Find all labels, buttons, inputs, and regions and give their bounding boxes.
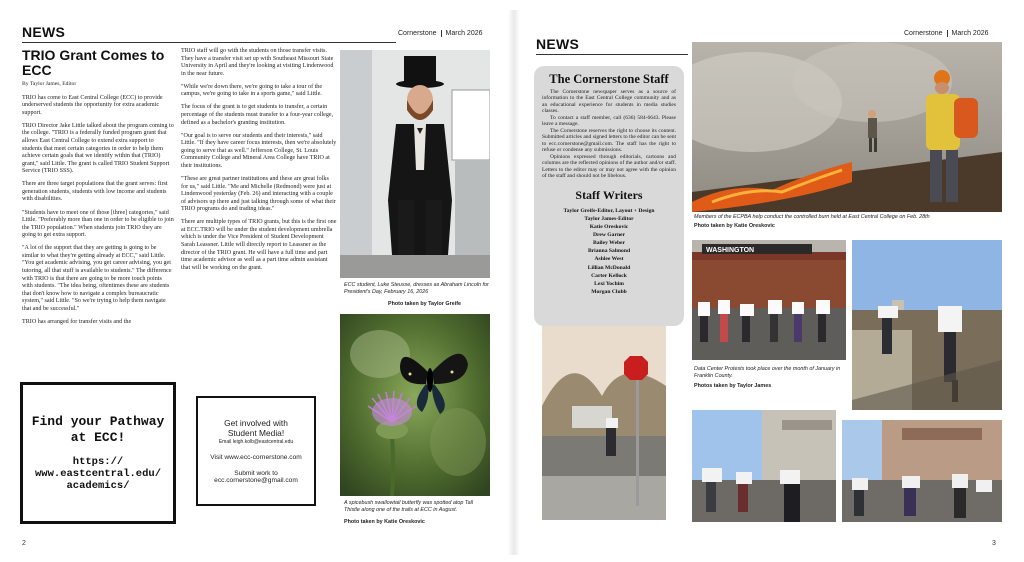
burn-photo	[692, 42, 1002, 212]
media-title-2: Student Media!	[227, 428, 285, 438]
writer-name: Morgan Clubb	[591, 288, 627, 295]
butterfly-image	[340, 314, 490, 496]
paragraph: TRIO has come to East Central College (ECC) to provide underserved students the opportunity for extra academic support.	[22, 94, 163, 116]
article-byline: By Taylor James, Editor	[22, 80, 77, 87]
right-page	[522, 14, 1018, 554]
paragraph: There are three target populations that the grant serves: first generation students, students with low income and students with disabilities.	[22, 181, 168, 203]
lincoln-photo	[340, 50, 490, 278]
staff-info	[542, 89, 676, 180]
protest-photo-2	[852, 240, 1002, 410]
writers-title: Staff Writers	[575, 187, 643, 202]
page-number: 3	[992, 540, 996, 547]
masthead-paper: Cornerstone	[904, 30, 943, 37]
paragraph: "Our goal is to serve our students and their interests," said Little. "If they have career focus interests, then we're absolutely going to serve that as well." Jefferson College, St. Louis Community College and Mineral Area College have TRIO at their institutions.	[181, 132, 337, 169]
pathway-heading: Find your Pathway at ECC!	[31, 413, 165, 445]
lincoln-credit: Photo taken by Taylor Greife	[388, 301, 461, 307]
article-column-2	[181, 48, 337, 278]
masthead-paper: Cornerstone	[398, 30, 437, 37]
section-heading: NEWS	[536, 36, 580, 52]
lincoln-image	[340, 50, 490, 278]
protest-photo-1	[692, 240, 846, 360]
butterfly-caption: A spicebush swallowtail butterfly was spotted atop Tall Thistle along one of the trails at ECC in August.	[344, 500, 474, 513]
writer-name: Lillian McDonald	[587, 264, 631, 271]
paragraph: "While we're down there, we're going to take a tour of the campus, we're going to take in a sports game," said Little.	[181, 83, 323, 98]
paragraph: TRIO Director Jake Little talked about the program coming to the college. "TRIO is a federally funded program grant that allows East Central College to extend extra support to students that meet certain categories in order to help them achieve certain goals that we identify within that (TRIO) grant," said Little. The grant is called TRIO Student Support Service (TRIO SSS).	[22, 122, 174, 175]
stop-sign-photo	[542, 326, 666, 520]
staff-paragraph: The Cornerstone reserves the right to choose its content. Submitted articles and signed letters to the editor can be sent to ecc.cornerstone@gmail.com. The staff has the right to refuse or condense any submissions.	[542, 127, 676, 154]
stop-sign-image	[542, 326, 666, 520]
media-title-1: Get involved with	[224, 417, 288, 428]
writer-name: Taylor Greife-Editor, Layout + Design	[563, 207, 655, 214]
media-visit: Visit www.ecc-cornerstone.com	[210, 454, 302, 462]
burn-caption: Members of the ECPBA help conduct the controlled burn held at East Central College on Feb. 28th	[694, 214, 930, 220]
paragraph: TRIO has arranged for transfer visits and the	[22, 318, 132, 325]
heading-rule	[536, 54, 688, 55]
writer-name: Bailey Weber	[592, 240, 626, 247]
protest-caption: Data Center Protests took place over the month of January in Franklin County.	[694, 366, 841, 379]
staff-title: The Cornerstone Staff	[549, 72, 669, 86]
heading-rule	[22, 42, 396, 43]
pathway-url-2: www.eastcentral.edu/	[34, 468, 162, 481]
protest-photo-3	[692, 410, 836, 522]
staff-paragraph: The Cornerstone newspaper serves as a source of information to the East Central College community and as an educational experience for students in media studies classes.	[542, 89, 676, 115]
pathway-url-1: https://	[72, 456, 124, 469]
section-heading: NEWS	[22, 24, 66, 40]
paragraph: TRIO staff will go with the students on those transfer visits. They have a transfer visit set up with Southeast Missouri State University in April and they're looking at visiting Lindenwood in the near future.	[181, 48, 334, 77]
media-email: Email leigh.kolb@eastcentral.edu	[218, 439, 294, 446]
writer-name: Ashlee West	[594, 256, 624, 263]
burn-credit: Photo taken by Katie Oreskovic	[694, 223, 775, 229]
writer-name: Brianna Salmond	[587, 248, 631, 255]
pathway-promo	[20, 382, 176, 524]
writer-name: Taylor James-Editor	[584, 215, 634, 222]
protest-image-4	[842, 420, 1002, 522]
student-media-promo	[196, 396, 316, 506]
staff-box	[534, 66, 684, 326]
paragraph: "A lot of the support that they are getting is going to be similar to what they're getting already at ECC," said Little. "You get academic advising, you get career advising, you get tutoring, all that stuff is available to students." The difference with TRIO is that there are going to be more touch points with students. "The idea being, oftentimes these are students that don't know how to navigate a complex bureaucratic system," said Little. "So we're trying to help them navigate that and be successful."	[22, 245, 172, 312]
storefront-sign: WASHINGTON	[706, 247, 755, 254]
paragraph: There are multiple types of TRIO grants, but this is the first one at ECC.TRIO will be under the student development umbrella which is under the Vice President of Student Development Sarah Leassner. Little will directly report to Leassner as the director of the TRIO grant. He will have a full time and part time academic advisor as well as a part time admin assistant that will be working on the grant.	[181, 219, 337, 271]
protest-image-2	[852, 240, 1002, 410]
butterfly-photo	[340, 314, 490, 496]
pathway-url-3: academics/	[66, 480, 130, 493]
left-page	[8, 14, 506, 554]
article-column-1	[22, 48, 174, 332]
staff-paragraph: To contact a staff member, call (636) 584-6643. Please leave a message.	[542, 114, 676, 128]
writer-name: Drew Garner	[592, 232, 626, 239]
paragraph: The focus of the grant is to get students to transfer, a certain percentage of the students must transfer to a four-year college, defined as a bachelor's granting institution.	[181, 104, 334, 126]
writer-name: Carter Kellock	[591, 272, 627, 279]
masthead-date: March 2026	[441, 30, 487, 37]
writer-name: Lexi Yochim	[594, 280, 624, 287]
article-headline: TRIO Grant Comes to ECC	[22, 47, 165, 79]
masthead	[900, 30, 993, 37]
media-submit-2: ecc.cornerstone@gmail.com	[214, 477, 298, 485]
lincoln-caption: ECC student, Luke Steusse, dresses as Abraham Lincoln for President's Day, February 16, 2026	[344, 282, 489, 295]
masthead-date: March 2026	[947, 30, 993, 37]
protest-image-3	[692, 410, 836, 522]
media-submit-1: Submit work to	[234, 470, 278, 478]
burn-image	[692, 42, 1002, 212]
paragraph: "Students have to meet one of those [three] categories," said Little. "Preferably more than one in order to be eligible to join the TRIO population." When students join TRIO they are going to get extra support.	[22, 209, 174, 239]
writer-name: Katie Oreskovic	[589, 224, 629, 230]
staff-paragraph: Opinions expressed through editorials, cartoons and columns are the reflected opinions of the author and/or staff. Letters to the editor may or may not agree with the opinion of the staff and should not be libelous.	[542, 153, 676, 180]
protest-credit: Photos taken by Taylor James	[694, 383, 772, 389]
page-gutter	[508, 10, 520, 555]
page-number: 2	[22, 540, 26, 547]
paragraph: "These are great partner institutions and these are great folks for us," said Little. "Me and Michelle (Redmond) were just at Lindenwood yesterday (Feb. 26) and interacting with a couple of advisors up there and just talking through some of what their TRIO programs do and trading ideas."	[181, 176, 336, 213]
protest-image-1	[692, 240, 846, 360]
protest-photo-4	[842, 420, 1002, 522]
masthead	[394, 30, 487, 37]
butterfly-credit: Photo taken by Katie Oreskovic	[344, 519, 425, 525]
